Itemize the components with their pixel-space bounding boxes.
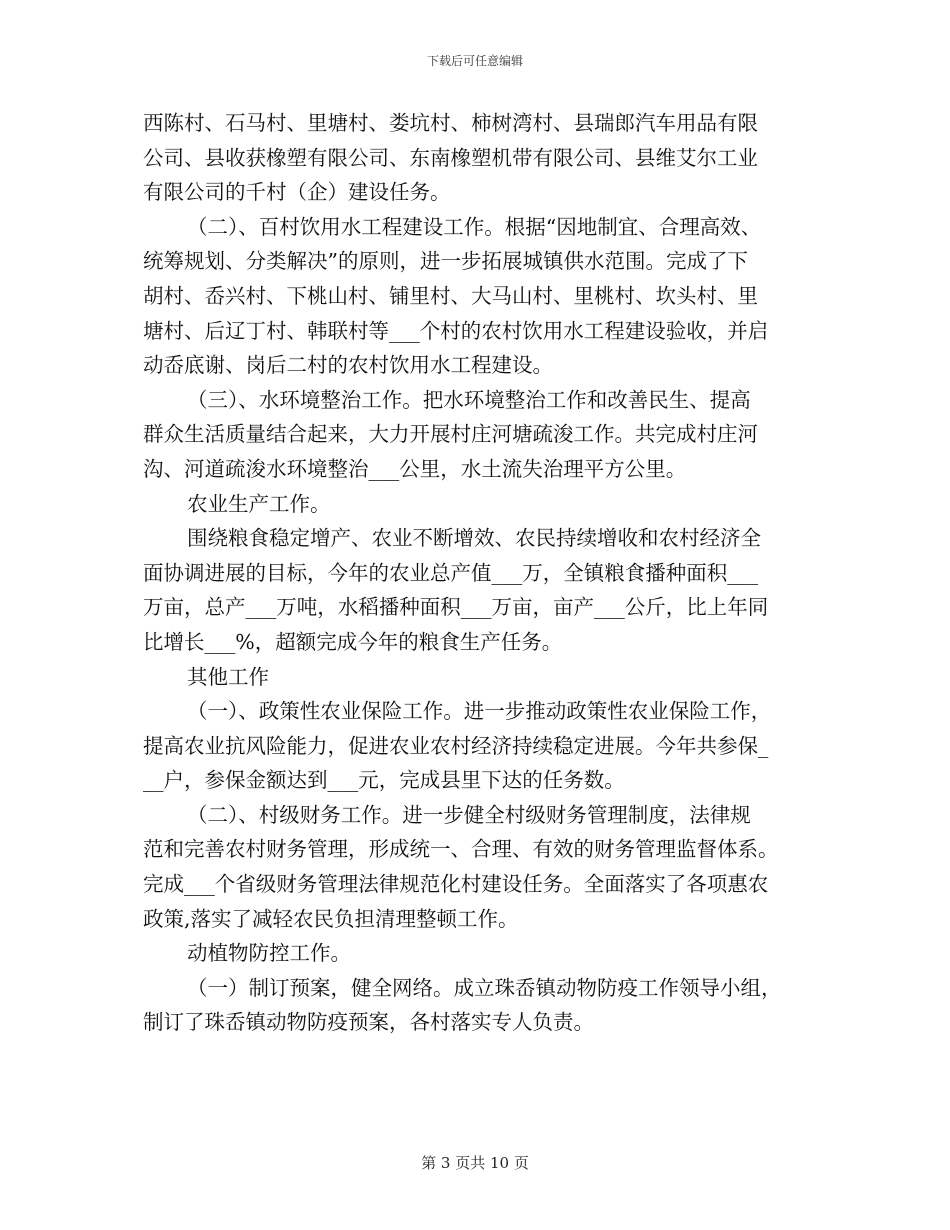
text-line: 制订了珠岙镇动物防疫预案，各村落实专人负责。 bbox=[143, 1010, 594, 1035]
text-line: 统筹规划、分类解决”的原则，进一步拓展城镇供水范围。完成了下 bbox=[143, 249, 748, 274]
text-line: 群众生活质量结合起来，大力开展村庄河塘疏浚工作。共完成村庄河 bbox=[143, 422, 758, 447]
text-line: 比增长___%，超额完成今年的粮食生产任务。 bbox=[143, 629, 563, 654]
text-line: （二）、百村饮用水工程建设工作。根据“因地制宜、合理高效、 bbox=[187, 214, 762, 239]
text-line: 围绕粮食稳定增产、农业不断增效、农民持续增收和农村经济全 bbox=[187, 526, 761, 551]
text-line: 有限公司的千村（企）建设任务。 bbox=[143, 180, 451, 205]
text-line: 提高农业抗风险能力，促进农业农村经济持续稳定进展。今年共参保_ bbox=[143, 733, 769, 758]
text-line: 范和完善农村财务管理，形成统一、合理、有效的财务管理监督体系。 bbox=[143, 837, 779, 862]
text-line: 完成___个省级财务管理法律规范化村建设任务。全面落实了各项惠农 bbox=[143, 872, 769, 897]
text-line: （一）、政策性农业保险工作。进一步推动政策性农业保险工作， bbox=[187, 699, 772, 724]
text-line: 塘村、后辽丁村、韩联村等___个村的农村饮用水工程建设验收，并启 bbox=[143, 318, 769, 343]
text-line: （三）、水环境整治工作。把水环境整治工作和改善民生、提高 bbox=[187, 387, 751, 412]
text-line: 政策,落实了减轻农民负担清理整顿工作。 bbox=[143, 906, 519, 931]
text-line: 动植物防控工作。 bbox=[187, 941, 351, 966]
text-line: （二）、村级财务工作。进一步健全村级财务管理制度，法律规 bbox=[187, 802, 751, 827]
text-line: 胡村、岙兴村、下桃山村、铺里村、大马山村、里桃村、坎头村、里 bbox=[143, 283, 758, 308]
text-line: 西陈村、石马村、里塘村、娄坑村、柿树湾村、县瑞郎汽车用品有限 bbox=[143, 111, 758, 135]
text-line: 动岙底谢、岗后二村的农村饮用水工程建设。 bbox=[143, 353, 553, 378]
page-footer: 第 3 页共 10 页 bbox=[421, 1154, 529, 1172]
text-line: （一）制订预案，健全网络。成立珠岙镇动物防疫工作领导小组， bbox=[187, 975, 782, 1000]
text-line: 面协调进展的目标，今年的农业总产值___万，全镇粮食播种面积___ bbox=[143, 560, 758, 585]
document-body bbox=[143, 106, 811, 1040]
text-line: 沟、河道疏浚水环境整治___公里，水土流失治理平方公里。 bbox=[143, 456, 687, 481]
text-line: 其他工作 bbox=[187, 664, 269, 689]
page-header: 下载后可任意编辑 bbox=[426, 54, 523, 68]
text-line: 万亩，总产___万吨，水稻播种面积___万亩，亩产___公斤，比上年同 bbox=[143, 595, 769, 620]
text-line: __户，参保金额达到___元，完成县里下达的任务数。 bbox=[143, 768, 625, 793]
text-line: 公司、县收获橡塑有限公司、东南橡塑机带有限公司、县维艾尔工业 bbox=[143, 145, 758, 170]
text-line: 农业生产工作。 bbox=[187, 491, 331, 516]
